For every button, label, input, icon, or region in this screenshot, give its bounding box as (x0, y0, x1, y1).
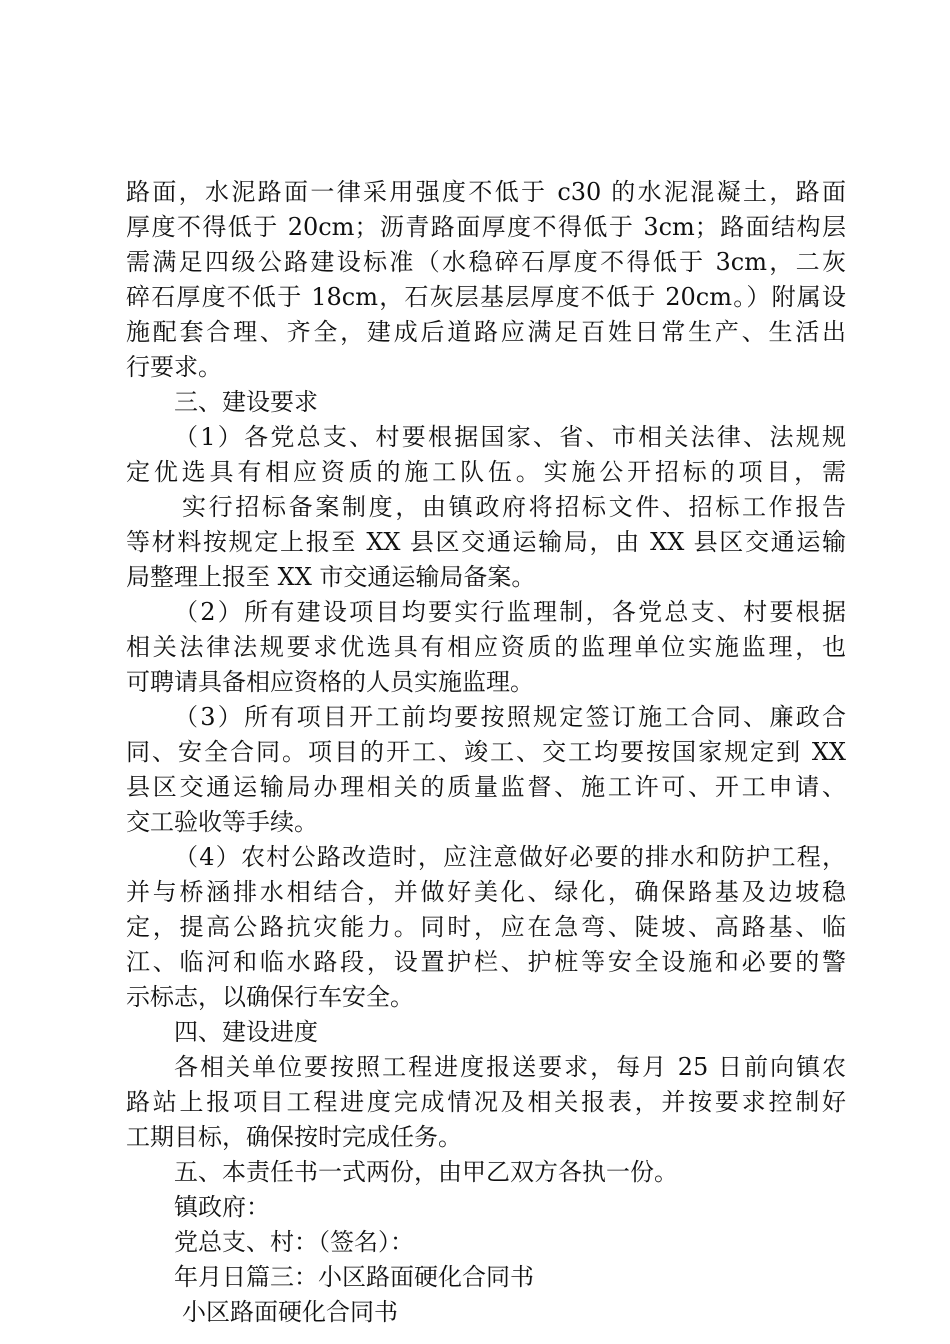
document-title: 小区路面硬化合同书 (182, 1298, 398, 1326)
body-text-line: 路站上报项目工程进度完成情况及相关报表，并按要求控制好 (126, 1088, 846, 1116)
body-text-line: 同、安全合同。项目的开工、竣工、交工均要按国家规定到 XX (126, 738, 846, 766)
body-text-line: 定，提高公路抗灾能力。同时，应在急弯、陡坡、高路基、临 (126, 913, 846, 941)
body-text-line: 工期目标，确保按时完成任务。 (126, 1123, 462, 1151)
body-text-line: 相关法律法规要求优选具有相应资质的监理单位实施监理，也 (126, 633, 846, 661)
body-text-line: 各相关单位要按照工程进度报送要求，每月 25 日前向镇农 (174, 1053, 846, 1081)
body-text-line: （1）各党总支、村要根据国家、省、市相关法律、法规规 (174, 423, 846, 451)
body-text-line: 并与桥涵排水相结合，并做好美化、绿化，确保路基及边坡稳 (126, 878, 846, 906)
signature-label: 党总支、村：（签名）： (174, 1228, 414, 1256)
body-text-line: 县区交通运输局办理相关的质量监督、施工许可、开工申请、 (126, 773, 846, 801)
body-text-line: 可聘请具备相应资格的人员实施监理。 (126, 668, 534, 696)
section-heading: 五、本责任书一式两份，由甲乙双方各执一份。 (174, 1158, 678, 1186)
body-text-line: 厚度不得低于 20cm；沥青路面厚度不得低于 3cm；路面结构层 (126, 213, 846, 241)
body-text-line: 行要求。 (126, 353, 222, 381)
body-text-line: （2）所有建设项目均要实行监理制，各党总支、村要根据 (174, 598, 846, 626)
body-text-line: （4）农村公路改造时，应注意做好必要的排水和防护工程， (174, 843, 846, 871)
date-and-section-title: 年月日篇三：小区路面硬化合同书 (174, 1263, 534, 1291)
body-text-line: （3）所有项目开工前均要按照规定签订施工合同、廉政合 (174, 703, 846, 731)
section-heading: 四、建设进度 (174, 1018, 318, 1046)
body-text-line: 等材料按规定上报至 XX 县区交通运输局，由 XX 县区交通运输 (126, 528, 846, 556)
body-text-line: 碎石厚度不低于 18cm，石灰层基层厚度不低于 20cm。）附属设 (126, 283, 846, 311)
signature-label: 镇政府： (174, 1193, 270, 1221)
body-text-line: 江、临河和临水路段，设置护栏、护桩等安全设施和必要的警 (126, 948, 846, 976)
body-text-line: 定优选具有相应资质的施工队伍。实施公开招标的项目，需 (126, 458, 846, 486)
body-text-line: 施配套合理、齐全，建成后道路应满足百姓日常生产、生活出 (126, 318, 846, 346)
body-text-line: 局整理上报至 XX 市交通运输局备案。 (126, 563, 536, 591)
section-heading: 三、建设要求 (174, 388, 318, 416)
body-text-line: 实行招标备案制度，由镇政府将招标文件、招标工作报告 (182, 493, 846, 521)
body-text-line: 需满足四级公路建设标准（水稳碎石厚度不得低于 3cm，二灰 (126, 248, 846, 276)
body-text-line: 路面，水泥路面一律采用强度不低于 c30 的水泥混凝土，路面 (126, 178, 846, 206)
body-text-line: 交工验收等手续。 (126, 808, 318, 836)
body-text-line: 示标志，以确保行车安全。 (126, 983, 414, 1011)
